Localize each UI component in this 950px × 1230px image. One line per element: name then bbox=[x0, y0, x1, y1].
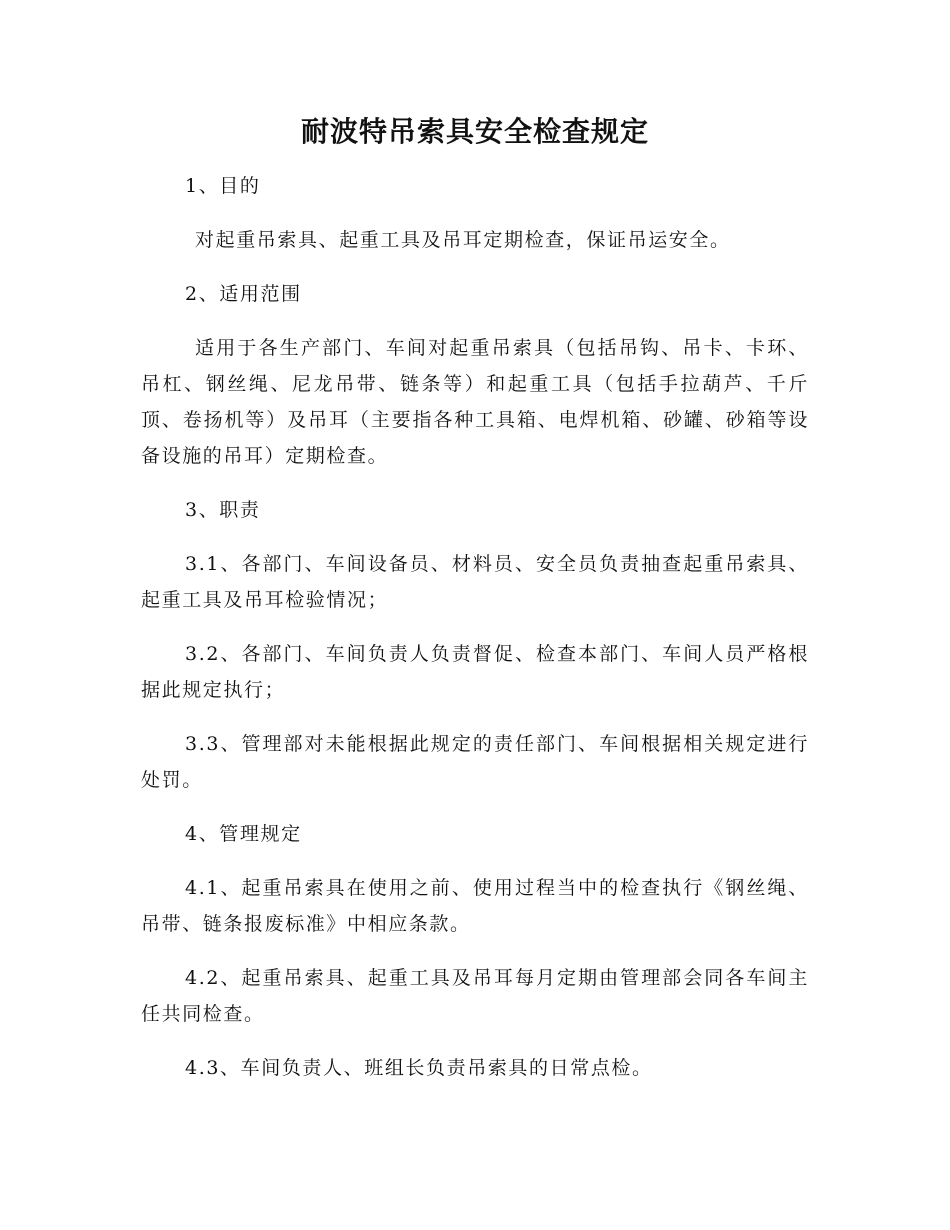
paragraph-3-3: 3.3、管理部对未能根据此规定的责任部门、车间根据相关规定进行处罚。 bbox=[141, 733, 809, 791]
paragraph-3-2: 3.2、各部门、车间负责人负责督促、检查本部门、车间人员严格根据此规定执行； bbox=[141, 643, 809, 701]
paragraph-4-3: 4.3、车间负责人、班组长负责吊索具的日常点检。 bbox=[185, 1057, 653, 1079]
paragraph-scope: 适用于各生产部门、车间对起重吊索具（包括吊钩、吊卡、卡环、吊杠、钢丝绳、尼龙吊带、链条等）和起重工具（包括手拉葫芦、千斤顶、卷扬机等）及吊耳（主要指各种工具箱、电焊机箱、砂罐、砂箱等设备设施的吊耳）定期检查。 bbox=[141, 337, 809, 467]
paragraph-3-1: 3.1、各部门、车间设备员、材料员、安全员负责抽查起重吊索具、起重工具及吊耳检验情况； bbox=[141, 553, 809, 611]
section-heading-purpose: 1、目的 bbox=[185, 175, 261, 197]
section-heading-scope: 2、适用范围 bbox=[185, 283, 302, 305]
paragraph-4-2: 4.2、起重吊索具、起重工具及吊耳每月定期由管理部会同各车间主任共同检查。 bbox=[141, 967, 809, 1025]
paragraph-purpose: 对起重吊索具、起重工具及吊耳定期检查，保证吊运安全。 bbox=[195, 229, 731, 251]
section-heading-responsibilities: 3、职责 bbox=[185, 499, 261, 521]
paragraph-4-1: 4.1、起重吊索具在使用之前、使用过程当中的检查执行《钢丝绳、吊带、链条报废标准》中相应条款。 bbox=[141, 877, 809, 935]
document-title: 耐波特吊索具安全检查规定 bbox=[300, 115, 649, 148]
section-heading-management: 4、管理规定 bbox=[185, 823, 302, 845]
document-body bbox=[141, 168, 809, 1104]
